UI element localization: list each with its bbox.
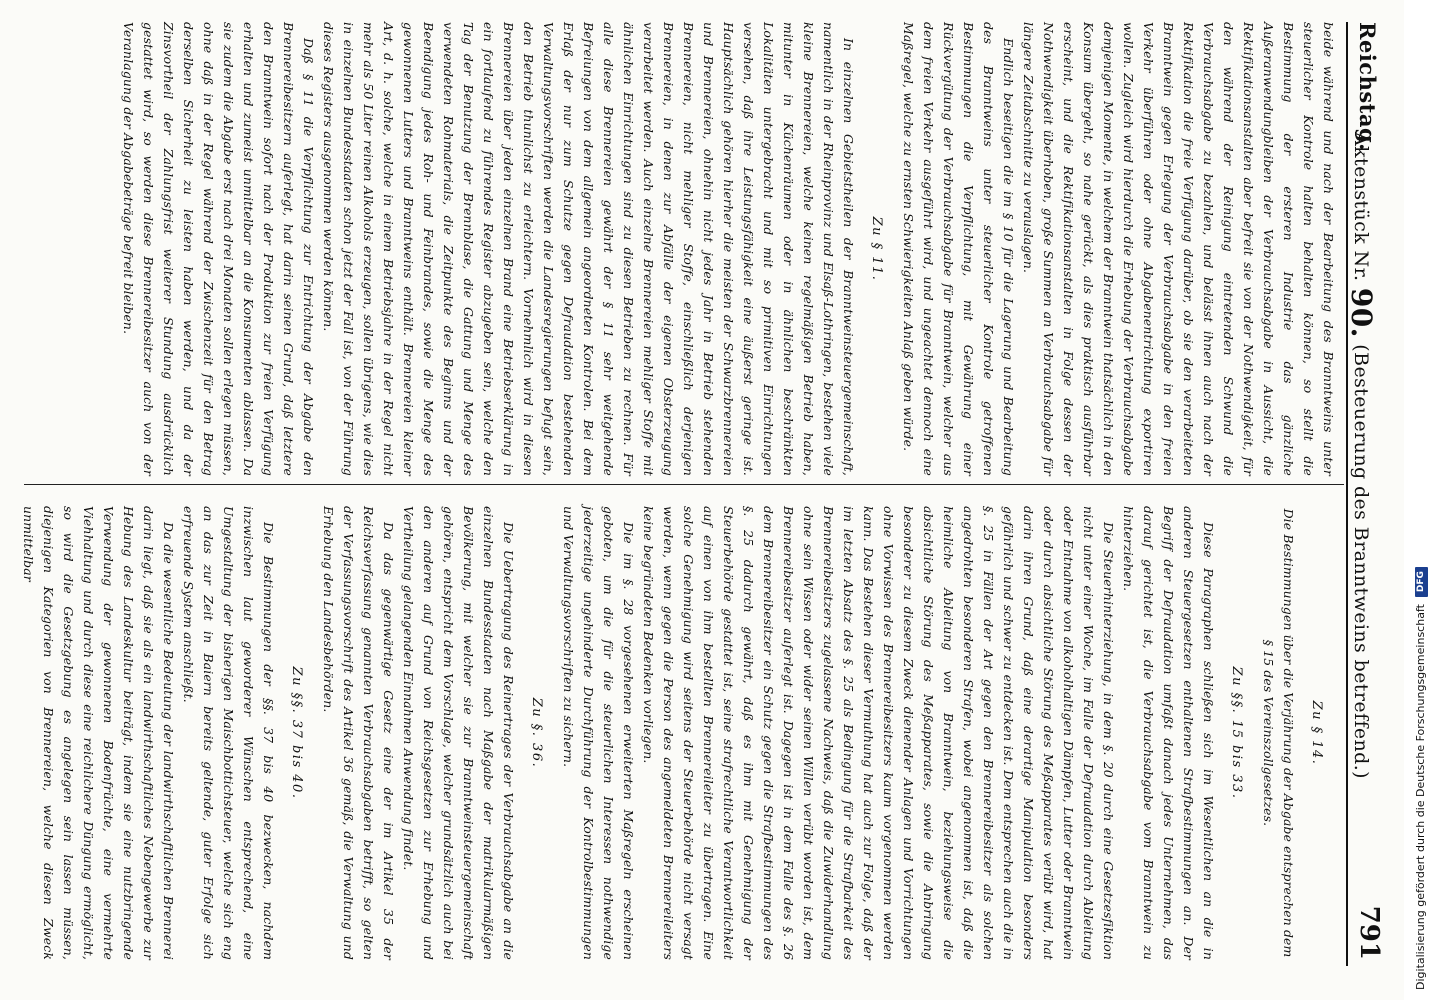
credit-text: Digitalisierung gefördert durch die Deutsche Forschungsgemeinschaft — [1414, 604, 1427, 990]
paragraph: Diese Paragraphen schließen sich im Wesentlichen an die in anderen Steuergesetzen enthaltenen Strafbestimmungen an. Der Begriff der Defraudation umfaßt danach jedes Unternehmen, das darauf gerichtet ist, die Verbrauchsabgabe vom Branntwein zu hinterziehen. — [1121, 506, 1216, 960]
paragraph: Die Bestimmungen der §§. 37 bis 40 bezwecken, nachdem inzwischen laut geworderer Wünschen entsprechend, eine Umgestaltung der bisherigen Maischbottichsteuer, welche sich eng an das zur Zeit in Baiern bereits geltende, guter Erfolge sich erfreuende System anschließt. — [181, 506, 276, 960]
header-document-number: 90. — [1345, 287, 1378, 338]
paragraph: Da das gegenwärtige Gesetz eine der im Artikel 35 der Reichsverfassung genannten Verbrauchsabgaben betrifft, so gelten der Verfassungsvorschrift des Artikel 36 gemäß, die Verwaltung und Erhebung den Landesbehörden. — [321, 506, 396, 960]
left-column — [118, 22, 1338, 476]
paragraph: Die Uebertragung des Reinertrages der Verbrauchsabgabe an die einzelnen Bundesstaaten nach Maßgabe der matrikularmäßigen Bevölkerung, mit welcher sie zur Branntweinsteuergemeinschaft gehören, entspricht dem Vorschlage, welcher grundsätzlich auch bei den anderen auf Grund von Reichsgesetzen zur Erhebung und Vertheilung gelangenden Einnahmen Anwendung findet. — [401, 506, 516, 960]
header-subject: (Besteuerung des Branntweins betreffend.) — [1350, 344, 1372, 779]
section-heading: Zu § 11. — [869, 216, 884, 282]
section-intro: Die Bestimmungen über die Verjährung der Abgabe entsprechen dem § 15 des Vereinszollgesetzes. — [1261, 508, 1296, 958]
page-header — [1346, 22, 1388, 966]
paragraph: Die Steuerhinterziehung, in dem §. 20 durch eine Gesetzesfiktion nicht unter einer Woche, im Falle der Defraudation durch Ableitung oder Entnahme von alkoholhaltigen Dämpfen, Lutter oder Branntwein oder durch absichtliche Störung des Meßapparates verübt wird, hat darin ihren Grund, daß eine derartige Manipulation besonders gefährlich und schwer zu entdecken ist. Dem entsprechen auch die in §. 25 in Fällen der Art gegen den Brennereibesitzer als solchen angedrohten besonderen Strafen, wobei angenommen ist, daß die heimliche Ableitung von Branntwein, beziehungsweise die absichtliche Störung des Meßapparates, sowie die Anbringung besonderer zu diesem Zweck dienender Anlagen und Vorrichtungen ohne Vorwissen des Brennereibesitzers kaum vorgenommen werden kann. Das Bestehen dieser Vermuthung hat auch zur Folge, daß der im letzten Absatz des §. 25 als Bedingung für die Strafbarkeit des Brennereibesitzers zugelassene Nachweis, daß die Zuwiderhandlung ohne sein Wissen oder wider seinen Willen verübt worden ist, dem Brennereibesitzer auferlegt ist. Dagegen ist in dem Falle des §. 26 dem Brennereibesitzer ein Schutz gegen die Strafbestimmungen des §. 25 dadurch gewährt, daß es ihm mit Genehmigung der Steuerbehörde gestattet ist, seine strafrechtliche Verantwortlichkeit auf einen von ihm bestellten Brennereileiter zu übertragen. Eine solche Genehmigung wird seitens der Steuerbehörde nicht versagt werden, wenn gegen die Person des angemeldeten Brennereileiters keine begründeten Bedenken vorliegen. — [641, 506, 1116, 960]
section-heading: Zu §. 36. — [529, 697, 544, 769]
dfg-logo: DFG — [1415, 567, 1428, 597]
paragraph: Endlich beseitigen die im § 10 für die Lagerung und Bearbeitung des Branntweins unter steuerlicher Kontrole getroffenen Bestimmungen die Verpflichtung, mit Gewährung einer Rückvergütung der Verbrauchsabgabe für Branntwein, welcher aus dem freien Verkehr ausgeführt wird, und ungeachtet dennoch eine Maßregel, welche zu ernsten Schwierigkeiten Anlaß geben würde. — [901, 22, 1016, 476]
section-heading: Zu §§. 37 bis 40. — [289, 666, 304, 800]
column-divider — [24, 484, 1344, 485]
section-heading: Zu § 14. — [1309, 700, 1324, 766]
paragraph: Die im §. 28 vorgesehenen erweiterten Maßregeln erscheinen geboten, um die für die steuerlichen Interessen nothwendige jederzeitige ungehinderte Durchführung der Kontrolbestimmungen und Verwaltungsvorschriften zu sichern. — [561, 506, 636, 960]
header-chamber: Reichstag. — [1355, 22, 1380, 151]
right-column — [18, 506, 1338, 960]
section-heading: Zu §§. 15 bis 33. — [1229, 666, 1244, 800]
paragraph: beide während und nach der Bearbeitung des Branntweins unter steuerlicher Kontrole halten behalten können, so stellt die Bestimmung der ersteren Industrie das gänzliche Außeranwendungbleiben der Verbrauchsabgabe in Aussicht, die Rektifikationsanstalten aber befreit sie von der Nothwendigkeit, für den während der Reinigung eintretenden Schwund die Verbrauchsabgabe zu bezahlen, und belässt ihnen auch nach der Rektifikation die freie Verfügung darüber, ob sie den verarbeiteten Branntwein gegen Erlegung der Verbrauchsabgabe in den freien Verkehr überführen oder ohne Abgabenentrichtung exportiren wollen. Zugleich wird hierdurch die Erhebung der Verbrauchsabgabe demjenigen Momente, in welchem der Branntwein thatsächlich in den Konsum übergeht, so nahe gerückt, als dies praktisch ausführbar erscheint, und die Rektifikationsanstalten in Folge dessen der Nothwendigkeit überhoben, große Summen an Verbrauchsabgabe für längere Zeitabschnitte zu verauslagen. — [1021, 22, 1336, 476]
paragraph: Da die wesentliche Bedeutung der landwirthschaftlichen Brennerei darin liegt, daß sie als ein landwirthschaftliches Nebengewerbe zur Hebung des Landeskultur beiträgt, indem sie eine nutzbringende Verwendung der gewonnenen Bodenfrüchte, eine vermehrte Viehhaltung und durch diese eine reichlichere Düngung ermöglicht, so wird die Gesetzgebung es angelegen sein lassen müssen, diejenigen Kategorien von Brennereien, welche diesen Zweck unmittelbar — [21, 506, 176, 960]
header-document-title — [1345, 132, 1378, 779]
paragraph: In einzelnen Gebietstheilen der Branntweinsteuergemeinschaft, namentlich in der Rheinprovinz und Elsaß-Lothringen, bestehen viele kleine Brennereien, welche keinen regelmäßigen Betrieb haben, mitunter in Küchenräumen oder in ähnlichen beschränkten Lokalitäten untergebracht und mit so primitiven Einrichtungen versehen, daß ihre Leistungsfähigkeit eine äußerst geringe ist. Hauptsächlich gehören hierher die meisten der Schwarzbrennereien und Brennereien, ohnehin nicht jedes Jahr in Betrieb stehenden Brennereien, nicht mehliger Stoffe, einschließlich derjenigen Brennereien, in denen zur Abfälle der eigenen Obsterzeugung verarbeitet werden. Auch einzelne Brennereien mehliger Stoffe mit ähnlichen Einrichtungen sind zu diesen Betrieben zu rechnen. Für alle diese Brennereien gewährt der § 11 sehr weitgehende Befreiungen von dem allgemein angeordneten Kontrolen. Bei dem Erlaß der nur zum Schutze gegen Defraudation bestehenden Verwaltungsvorschriften werden die Landesregierungen befugt sein, den Betrieb thunlichst zu erleichtern. Vornehmlich wird in diesen Brennereien über jeden einzelnen Brand eine Betriebserklärung in ein fortlaufend zu führendes Register abzugeben sein, welche den Tag der Benutzung der Brennblase, die Gattung und Menge des verwendeten Rohmaterials, die Zeitpunkte des Beginns und der Beendigung jedes Roh- und Feinbrandes, sowie die Menge des gewonnenen Lutters und Branntweins enthält. Brennereien kleiner Art, d. h. solche, welche in einem Betriebsjahre in der Regel nicht mehr als 50 Liter reinen Alkohols erzeugen, sollen übrigens, wie dies in einzelnen Bundesstaaten schon jetzt der Fall ist, von der Führung dieses Registers ausgenommen werden können. — [321, 22, 856, 476]
header-document-label: Aktenstück Nr. — [1350, 132, 1372, 282]
page-number: 791 — [1354, 905, 1384, 960]
digitization-credit — [1414, 0, 1428, 990]
paragraph: Daß § 11 die Verpflichtung zur Entrichtung der Abgabe den Brennereibesitzern auferlegt, hat darin seinen Grund, daß letztere den Branntwein sofort nach der Produktion zur freien Verfügung erhalten und zumeist unmittelbar an die Konsumenten ablassen. Da sie zudem die Abgabe erst nach drei Monaten sollen erlegen müssen, ohne daß in der Regel während der Zwischenzeit für den Betrag derselben Sicherheit zu leisten haben werden, und da der Zinsvortheil der Zahlungsfrist weiterer Stundung ausdrücklich gestattet wird, so werden diese Brennereibesitzer auch von der Veranlagung der Abgabebeträge befreit bleiben. — [121, 22, 316, 476]
